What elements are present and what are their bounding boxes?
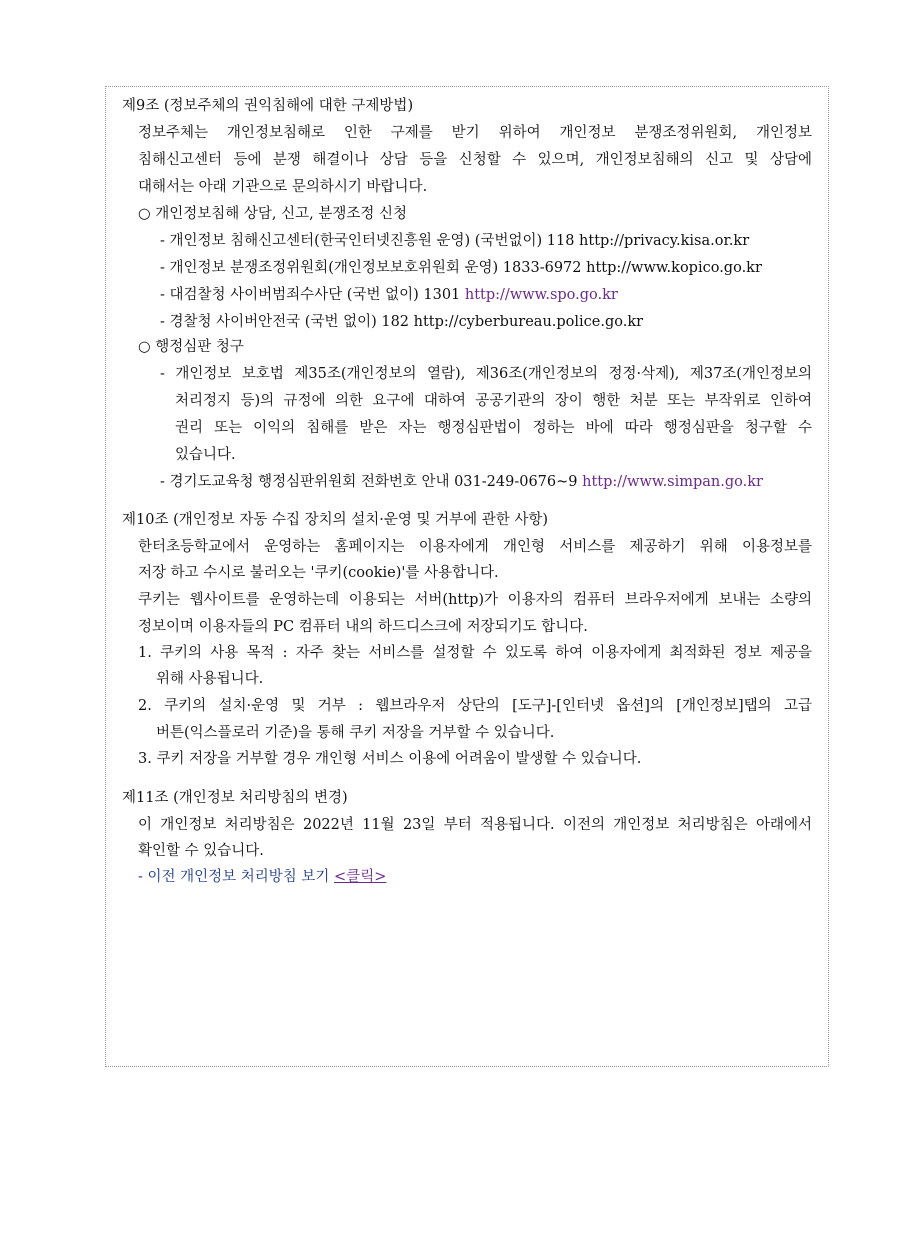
article-11-para-line: 이 개인정보 처리방침은 2022년 11월 23일 부터 적용됩니다. 이전의 개인정보 처리방침은 아래에서 (138, 817, 812, 833)
list-item: - 대검찰청 사이버범죄수사단 (국번 없이) 1301 http://www.spo.go.kr (160, 287, 618, 303)
article-9-para-line: 대해서는 아래 기관으로 문의하시기 바랍니다. (138, 179, 428, 195)
section-heading-appeal: ○ 행정심판 청구 (138, 339, 244, 355)
list-item-continuation: 있습니다. (175, 447, 236, 463)
list-item: - 개인정보 침해신고센터(한국인터넷진흥원 운영) (국번없이) 118 http://privacy.kisa.or.kr (160, 233, 750, 249)
previous-policy-row: - 이전 개인정보 처리방침 보기 <클릭> (138, 869, 387, 885)
numbered-item: 3. 쿠키 저장을 거부할 경우 개인형 서비스 이용에 어려움이 발생할 수 있습니다. (138, 751, 642, 767)
numbered-item-continuation: 버튼(익스플로러 기준)을 통해 쿠키 저장을 거부할 수 있습니다. (156, 725, 555, 741)
list-item: - 경찰청 사이버안전국 (국번 없이) 182 http://cyberbureau.police.go.kr (160, 314, 644, 330)
section-heading-complaint: ○ 개인정보침해 상담, 신고, 분쟁조정 신청 (138, 206, 408, 222)
article-11-para-line: 확인할 수 있습니다. (138, 843, 264, 859)
numbered-item: 2. 쿠키의 설치·운영 및 거부 : 웹브라우저 상단의 [도구]-[인터넷 옵션]의 [개인정보]탭의 고급 (138, 698, 812, 714)
article-9-para-line: 정보주체는 개인정보침해로 인한 구제를 받기 위하여 개인정보 분쟁조정위원회, 개인정보 (138, 125, 812, 141)
simpan-link[interactable]: http://www.simpan.go.kr (582, 474, 763, 490)
article-11-title: 제11조 (개인정보 처리방침의 변경) (122, 790, 348, 806)
article-10-para-line: 한터초등학교에서 운영하는 홈페이지는 이용자에게 개인형 서비스를 제공하기 위해 이용정보를 (138, 539, 812, 555)
list-item: - 경기도교육청 행정심판위원회 전화번호 안내 031-249-0676~9 http://www.simpan.go.kr (160, 474, 763, 490)
list-item: - 개인정보 분쟁조정위원회(개인정보보호위원회 운영) 1833-6972 http://www.kopico.go.kr (160, 260, 762, 276)
article-9-para-line: 침해신고센터 등에 분쟁 해결이나 상담 등을 신청할 수 있으며, 개인정보침해의 신고 및 상담에 (138, 152, 812, 168)
article-10-title: 제10조 (개인정보 자동 수집 장치의 설치·운영 및 거부에 관한 사항) (122, 512, 549, 528)
list-item-continuation: 처리정지 등)의 규정에 의한 요구에 대하여 공공기관의 장이 행한 처분 또는 부작위로 인하여 (175, 393, 812, 409)
article-10-para-line: 저장 하고 수시로 불러오는 '쿠키(cookie)'를 사용합니다. (138, 565, 499, 581)
article-9-title: 제9조 (정보주체의 권익침해에 대한 구제방법) (122, 98, 414, 114)
article-10-para-line: 쿠키는 웹사이트를 운영하는데 이용되는 서버(http)가 이용자의 컴퓨터 브라우저에게 보내는 소량의 (138, 592, 812, 608)
article-10-para-line: 정보이며 이용자들의 PC 컴퓨터 내의 하드디스크에 저장되기도 합니다. (138, 619, 588, 635)
numbered-item: 1. 쿠키의 사용 목적 : 자주 찾는 서비스를 설정할 수 있도록 하여 이용자에게 최적화된 정보 제공을 (138, 645, 812, 661)
previous-policy-link[interactable]: <클릭> (334, 869, 387, 885)
numbered-item-continuation: 위해 사용됩니다. (156, 671, 264, 687)
list-item: - 개인정보 보호법 제35조(개인정보의 열람), 제36조(개인정보의 정정·삭제), 제37조(개인정보의 (160, 366, 812, 382)
list-item-continuation: 권리 또는 이익의 침해를 받은 자는 행정심판법이 정하는 바에 따라 행정심판을 청구할 수 (175, 420, 812, 436)
spo-link[interactable]: http://www.spo.go.kr (464, 287, 618, 303)
